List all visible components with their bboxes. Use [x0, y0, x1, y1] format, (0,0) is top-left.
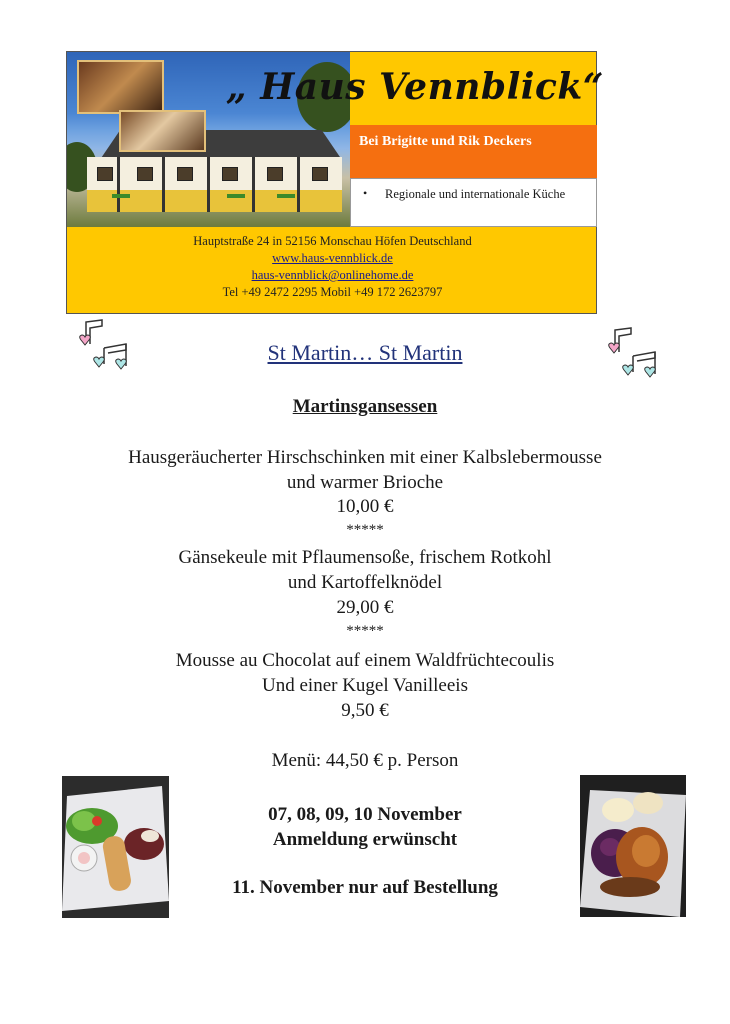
separator: *****: [346, 522, 384, 538]
course-1: [0, 445, 730, 495]
separator: *****: [346, 623, 384, 639]
course-2: [0, 545, 730, 595]
course-2-line-1: Gänsekeule mit Pflaumensoße, frischem Rotkohl: [178, 547, 552, 568]
dates-line: 07, 08, 09, 10 November: [268, 804, 462, 825]
registration-note: Anmeldung erwünscht: [272, 829, 458, 850]
feature-text: Regionale und internationale Küche: [385, 187, 566, 201]
address: Hauptstraße 24 in 52156 Monschau Höfen Deutschland: [193, 234, 472, 248]
restaurant-interior-photo: [77, 60, 164, 114]
starter-photo: [62, 776, 169, 918]
course-2-line-2: und Kartoffelknödel: [287, 572, 443, 593]
order-note: 11. November nur auf Bestellung: [232, 877, 498, 898]
business-name: „ Haus Vennblick“: [225, 66, 605, 108]
course-1-line-1: Hausgeräucherter Hirschschinken mit einer Kalbslebermousse: [128, 447, 602, 468]
owners-text: Bei Brigitte und Rik Deckers: [359, 134, 532, 149]
course-1-price: 10,00 €: [336, 496, 394, 517]
course-3-line-1: Mousse au Chocolat auf einem Waldfrüchtecoulis: [175, 650, 555, 671]
contact-block: [67, 233, 598, 301]
main-course-photo: [580, 775, 686, 917]
course-3-line-2: Und einer Kugel Vanilleeis: [262, 675, 468, 696]
owners-banner: [350, 125, 597, 178]
feature-box: [350, 178, 597, 227]
email-link[interactable]: haus-vennblick@onlinehome.de: [251, 268, 414, 282]
course-3: [0, 648, 730, 698]
event-title: St Martin… St Martin: [267, 340, 463, 365]
course-3-price: 9,50 €: [341, 700, 389, 721]
phone: Tel +49 2472 2295 Mobil +49 172 2623797: [222, 285, 443, 299]
course-1-line-2: und warmer Brioche: [286, 472, 444, 493]
header-box: [66, 51, 605, 314]
menu-title: Martinsgansessen: [292, 396, 438, 417]
menu-total: Menü: 44,50 € p. Person: [271, 750, 459, 771]
bullet-icon: •: [363, 186, 368, 200]
dining-room-photo: [119, 110, 206, 152]
website-link[interactable]: www.haus-vennblick.de: [272, 251, 393, 265]
course-2-price: 29,00 €: [336, 597, 394, 618]
